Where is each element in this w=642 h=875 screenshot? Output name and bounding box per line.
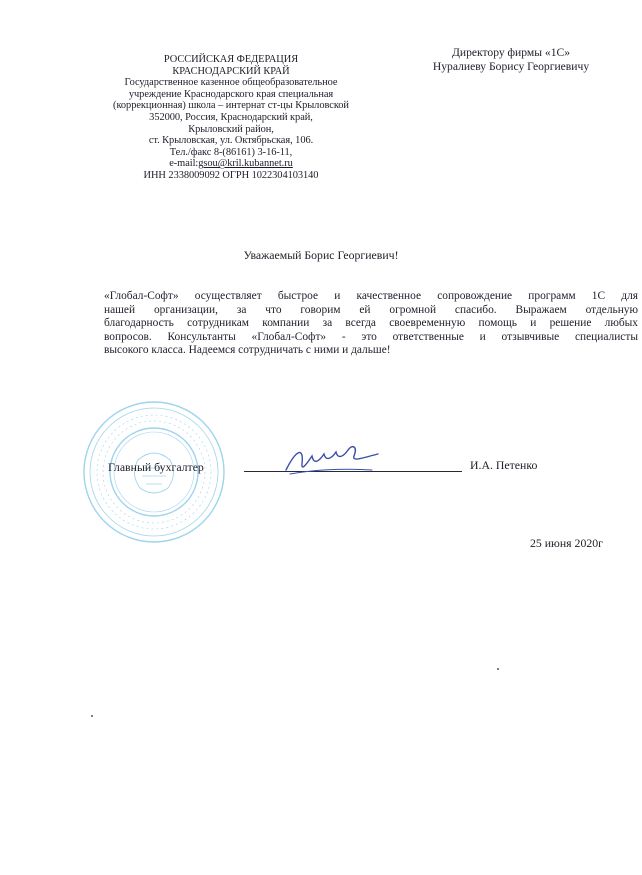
sender-line: (коррекционная) школа – интернат ст-цы Крыловской [113, 100, 349, 112]
letter-body [104, 290, 638, 358]
addressee-title: Директору фирмы «1С» [451, 46, 571, 59]
body-line: нашей организации, за что говорим ей огромной спасибо. Выражаем отдельную [104, 303, 638, 316]
scan-speck [91, 715, 93, 717]
body-line: высокого класса. Надеемся сотрудничать с ними и дальше! [104, 344, 391, 357]
addressee-name: Нуралиеву Борису Георгиевичу [432, 60, 590, 73]
sender-line: Государственное казенное общеобразовательное [124, 77, 338, 89]
scan-speck [497, 668, 499, 670]
body-line: благодарность сотрудникам компании за всегда своевременную помощь и решение любых [104, 317, 638, 330]
sender-letterhead [100, 54, 362, 182]
signatory-role: Главный бухгалтер [108, 460, 204, 474]
sender-email-line [100, 158, 362, 170]
sender-inn-ogrn: ИНН 2338009092 ОГРН 1022304103140 [143, 169, 319, 181]
sender-line: Тел./факс 8-(86161) 3-16-11, [169, 146, 293, 158]
sender-line: ст. Крыловская, ул. Октябрьская, 106. [148, 135, 314, 147]
signatory-name: И.А. Петенко [470, 458, 538, 472]
body-line: «Глобал-Софт» осуществляет быстрое и качественное сопровождение программ 1С для [104, 290, 638, 302]
greeting: Уважаемый Борис Георгиевич! [243, 248, 399, 262]
sender-email: gsou@kril.kubannet.ru [198, 158, 293, 170]
email-prefix: e-mail: [169, 158, 199, 170]
letter-date: 25 июня 2020г [530, 536, 603, 550]
handwritten-signature-icon [282, 440, 382, 484]
addressee-block [410, 46, 612, 74]
sender-line: 352000, Россия, Краснодарский край, [149, 111, 313, 123]
sender-line: РОССИЙСКАЯ ФЕДЕРАЦИЯ [163, 54, 299, 65]
sender-line: учреждение Краснодарского края специальная [128, 88, 334, 100]
sender-line: Крыловский район, [188, 123, 274, 135]
sender-line: КРАСНОДАРСКИЙ КРАЙ [172, 65, 290, 77]
body-line: вопросов. Консультанты «Глобал-Софт» - это ответственные и отзывчивые специалисты [104, 330, 638, 343]
